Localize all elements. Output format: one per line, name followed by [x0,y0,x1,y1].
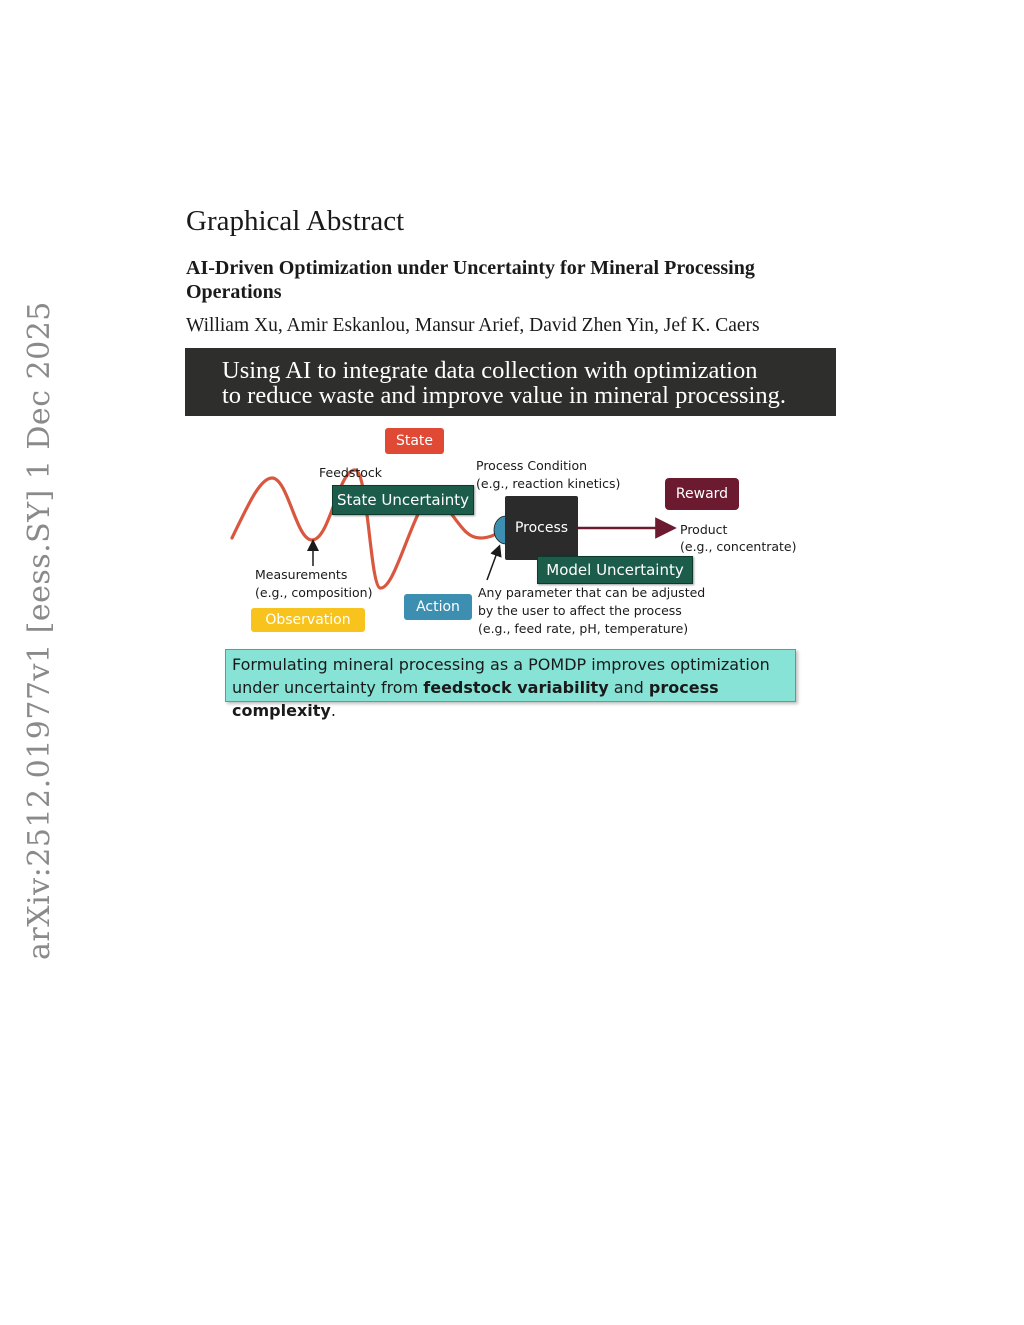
author-list: William Xu, Amir Eskanlou, Mansur Arief, David Zhen Yin, Jef K. Caers [186,315,760,336]
action-arrow [487,550,498,580]
action-label: Action [404,594,472,620]
model-uncertainty-label: Model Uncertainty [537,556,693,584]
product-example: (e.g., concentrate) [680,539,797,554]
action-description-line-3: (e.g., feed rate, pH, temperature) [478,621,689,636]
summary-connector: and [608,678,649,697]
action-description-line-1: Any parameter that can be adjusted [478,585,706,600]
section-heading: Graphical Abstract [186,205,405,237]
summary-text: Formulating mineral processing as a POMDP improves optimization under uncertainty from [232,655,770,697]
feedstock-label: Feedstock [319,465,382,480]
summary-emphasis-feedstock: feedstock variability [423,678,609,697]
measurements-example: (e.g., composition) [255,585,373,600]
action-description-line-2: by the user to affect the process [478,603,682,618]
measurements-label: Measurements [255,567,348,582]
summary-emphasis-process: process complexity [232,678,719,720]
process-condition-label: Process Condition [476,458,588,473]
process-block: Process [505,496,578,560]
state-label: State [385,428,444,454]
arxiv-identifier: arXiv:2512.01977v1 [eess.SY] 1 Dec 2025 [22,301,57,960]
state-uncertainty-label: State Uncertainty [332,485,474,515]
summary-period: . [330,701,336,720]
product-label: Product [680,522,728,537]
banner-line-2: to reduce waste and improve value in mineral processing. [222,382,786,409]
observation-label: Observation [251,608,365,632]
paper-title: AI-Driven Optimization under Uncertainty for Mineral Processing Operations [186,257,755,303]
process-condition-example: (e.g., reaction kinetics) [476,476,621,491]
summary-box [225,649,796,720]
reward-label: Reward [665,478,739,510]
banner-line-1: Using AI to integrate data collection with optimization [222,357,758,384]
